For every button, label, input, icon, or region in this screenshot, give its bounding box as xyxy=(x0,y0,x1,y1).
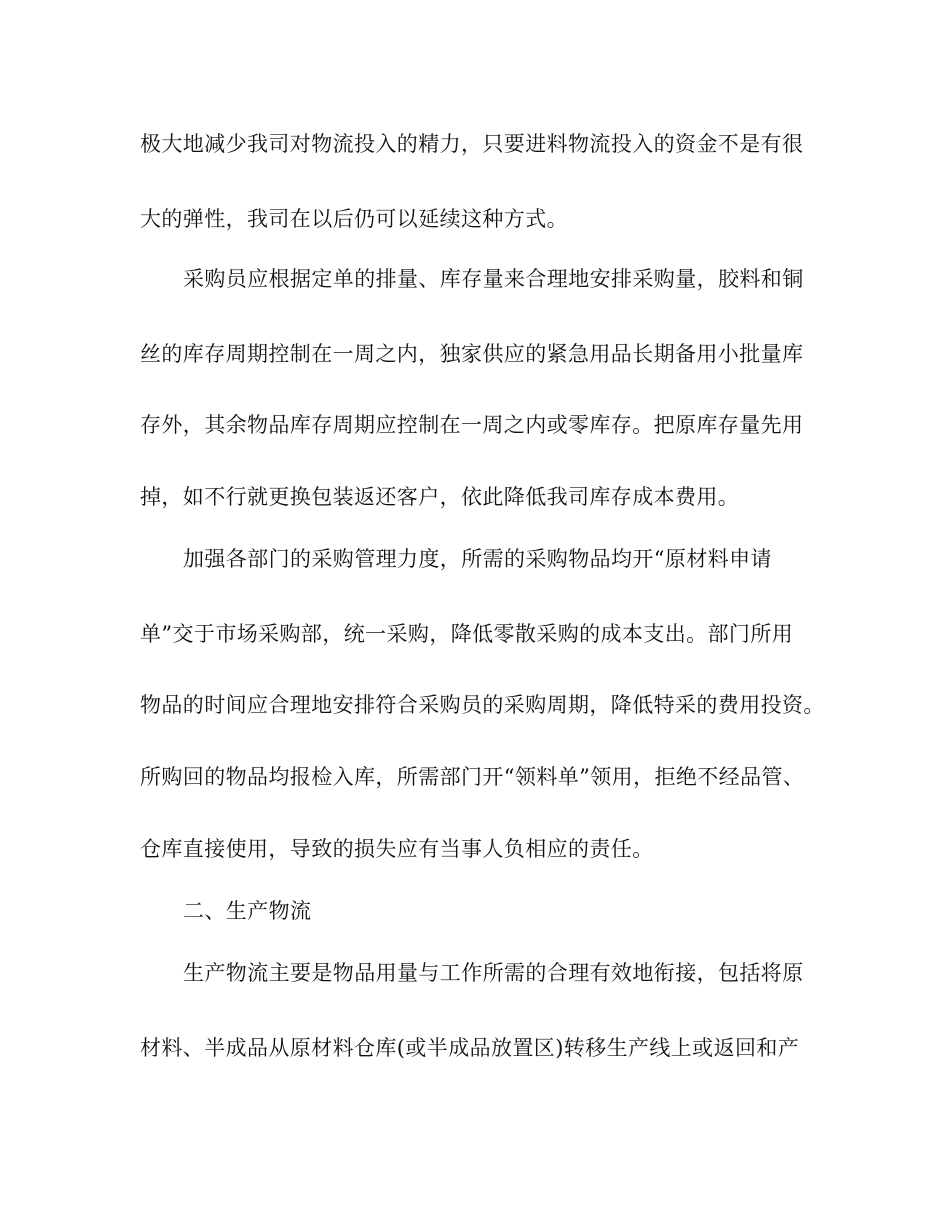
paragraph-first-line: 采购员应根据定单的排量、库存量来合理地安排采购量，胶料和铜 xyxy=(183,267,804,291)
text-line: 掉，如不行就更换包装返还客户，依此降低我司库存成本费用。 xyxy=(140,485,740,509)
section-heading: 二、生产物流 xyxy=(183,899,312,923)
text-line: 物品的时间应合理地安排符合采购员的采购周期，降低特采的费用投资。 xyxy=(140,693,825,717)
text-line: 仓库直接使用，导致的损失应有当事人负相应的责任。 xyxy=(140,837,654,861)
text-line: 极大地减少我司对物流投入的精力，只要进料物流投入的资金不是有很 xyxy=(140,132,804,156)
text-line: 单”交于市场采购部，统一采购，降低零散采购的成本支出。部门所用 xyxy=(140,622,794,646)
text-line: 材料、半成品从原材料仓库(或半成品放置区)转移生产线上或返回和产 xyxy=(140,1036,800,1060)
text-line: 存外，其余物品库存周期应控制在一周之内或零库存。把原库存量先用 xyxy=(140,413,804,437)
paragraph-first-line: 加强各部门的采购管理力度，所需的采购物品均开“原材料申请 xyxy=(183,547,772,571)
text-line: 丝的库存周期控制在一周之内，独家供应的紧急用品长期备用小批量库 xyxy=(140,342,804,366)
paragraph-first-line: 生产物流主要是物品用量与工作所需的合理有效地衔接，包括将原 xyxy=(183,961,804,985)
text-line: 大的弹性，我司在以后仍可以延续这种方式。 xyxy=(140,207,568,231)
text-line: 所购回的物品均报检入库，所需部门开“领料单”领用，拒绝不经品管、 xyxy=(140,765,805,789)
